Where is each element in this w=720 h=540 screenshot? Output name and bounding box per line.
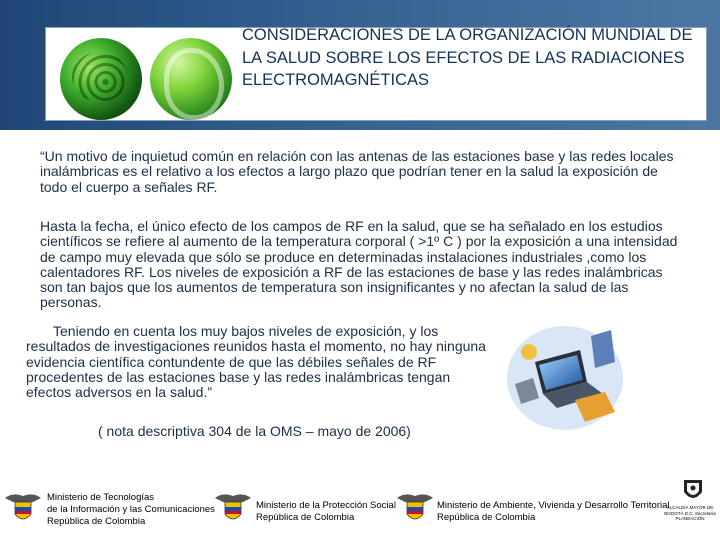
paragraph-rf-effects: Hasta la fecha, el único efecto de los campos de RF en la salud, que se ha señalado en los estudios científicos se refiere al aumento de la temperatura corporal ( >1º C ) por la exposición a una intensidad de campo muy elevada que sólo se produce en determinadas instalaciones industriales ,como los calentadores RF. Los niveles de exposición a RF de las estaciones de base y las redes inalámbricas son tan bajos que los aumentos de temperatura son insignificantes y no afectan la salud de las personas.: [40, 218, 678, 311]
footer-ambiente-line1: Ministerio de Ambiente, Vivienda y Desarrollo Territorial: [437, 500, 670, 511]
colombia-coat-of-arms-icon: [213, 490, 253, 526]
page-title: CONSIDERACIONES DE LA ORGANIZACIÓN MUNDIAL DE LA SALUD SOBRE LOS EFECTOS DE LAS RADIACIONES ELECTROMAGNÉTICAS: [242, 26, 693, 89]
footer-mintic-line2: de la Información y las Comunicaciones: [47, 504, 215, 515]
footer-mintic-line1: Ministerio de Tecnologías: [47, 492, 155, 503]
footer-proteccion-line2: República de Colombia: [256, 512, 355, 523]
paragraph-antennas-concern: “Un motivo de inquietud común en relación con las antenas de las estaciones base y las redes locales inalámbricas es el relativo a los efectos a largo plazo que podrían tener en la salud la exposición de todo el cuerpo a señales RF.: [40, 148, 674, 195]
colombia-coat-of-arms-icon: [3, 490, 43, 526]
source-note: ( nota descriptiva 304 de la OMS – mayo de 2006): [98, 423, 411, 439]
footer-alcaldia: ALCALDÍA MAYOR DE BOGOTÁ D.C. Secretaría PLANEACIÓN: [664, 505, 716, 521]
paragraph-conclusion: Teniendo en cuenta los muy bajos niveles de exposición, y los resultados de investigaciones reunidos hasta el momento, no hay ninguna evidencia científica contundente de que las débiles señales de RF procedentes de las estaciones base y las redes inalámbricas tengan efectos adversos en la salud.”: [26, 323, 486, 401]
telecom-equipment-image: [505, 322, 625, 434]
green-sphere-image-left: [60, 38, 142, 120]
bogota-coat-of-arms-icon: [678, 478, 708, 504]
footer-mintic: [47, 492, 215, 528]
green-sphere-image-right: [150, 38, 232, 120]
footer-ambiente-line2: República de Colombia: [437, 512, 536, 523]
footer-mintic-line3: República de Colombia: [47, 516, 146, 527]
footer-proteccion: [256, 500, 401, 524]
colombia-coat-of-arms-icon: [395, 490, 435, 526]
footer-proteccion-line1: Ministerio de la Protección Social: [256, 500, 396, 511]
